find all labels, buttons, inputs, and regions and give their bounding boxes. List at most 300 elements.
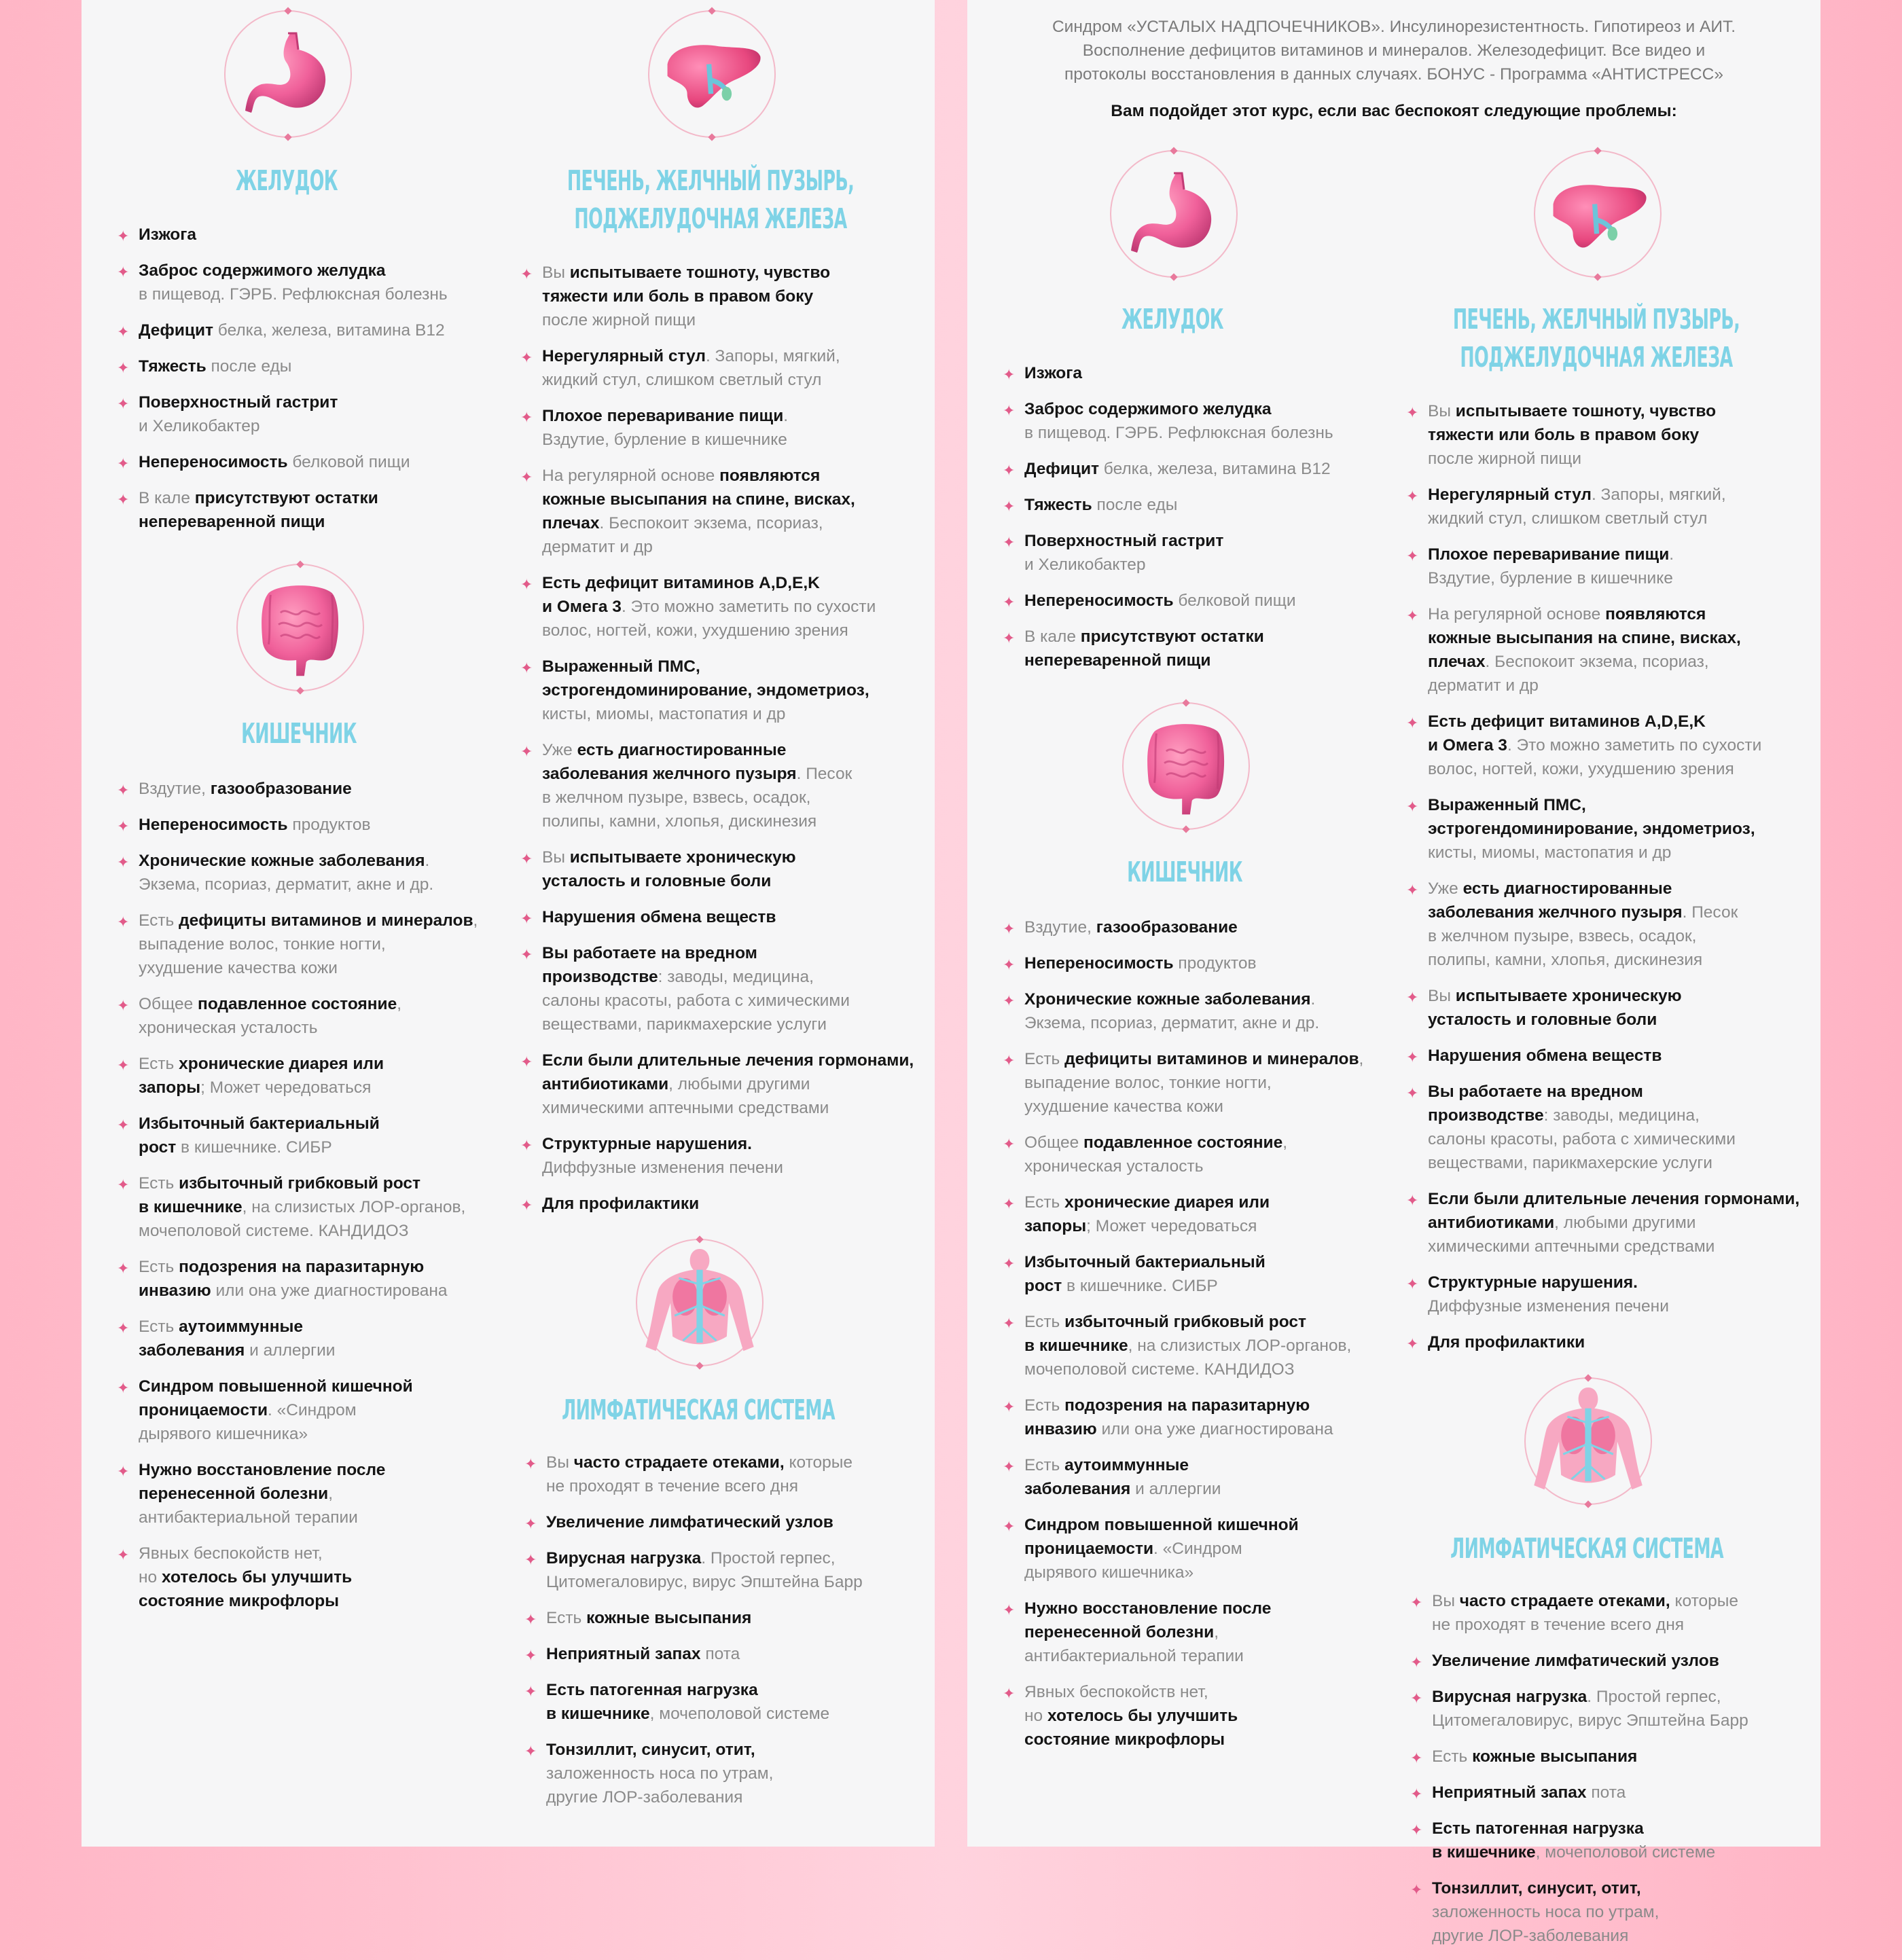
item-text: , [328,1485,334,1503]
list-item [117,909,497,980]
item-text: : заводы, медицина, [658,968,814,986]
list-item [1003,1680,1383,1752]
item-text: полипы, камни, хлопья, дискинезия [542,812,817,831]
item-text: кисты, миомы, мастопатия и др [542,705,786,723]
sparkle-bullet-icon: ✦ [1406,547,1419,564]
item-text: салоны красоты, работа с химическими [1428,1130,1736,1148]
item-text-bold: проницаемости [139,1401,268,1419]
list-item [117,259,497,306]
stomach-icon [226,12,351,137]
item-text: мочеполовой системе. КАНДИДОЗ [1024,1360,1295,1379]
item-text: , [473,911,478,930]
item-text: . Беспокоит экзема, псориаз, [599,514,823,532]
list-item [1003,589,1383,613]
item-text-bold: Нерегулярный стул [1428,486,1592,504]
item-text: , [397,995,402,1013]
item-text-bold: Нерегулярный стул [542,347,706,365]
sparkle-bullet-icon: ✦ [117,818,130,835]
item-text: продуктов [287,816,371,834]
list-item [117,1172,497,1243]
item-text: , [1282,1133,1288,1152]
sparkle-bullet-icon: ✦ [1410,1690,1423,1707]
item-text-bold: Вы работаете на вредном [1428,1083,1643,1101]
list-item [117,1052,497,1100]
item-text-bold: Изжога [139,225,197,244]
sparkle-bullet-icon: ✦ [524,1743,537,1760]
list-item [1003,1131,1383,1178]
sparkle-bullet-icon: ✦ [1003,1052,1016,1069]
item-text: Вздутие, бурление в кишечнике [542,431,787,449]
item-text: полипы, камни, хлопья, дискинезия [1428,951,1703,969]
sparkle-bullet-icon: ✦ [117,228,130,244]
sparkle-bullet-icon: ✦ [117,359,130,376]
item-text: заложенность носа по утрам, [546,1764,774,1783]
item-text-bold: и Омега 3 [542,598,622,616]
item-text: , на слизистых ЛОР-органов, [1128,1337,1352,1355]
stomach-icon-circle [1110,150,1238,278]
list-item [1406,793,1800,865]
item-text-bold: в кишечнике [546,1705,650,1723]
list-item [117,355,497,378]
item-text-bold: антибиотиками [542,1075,669,1093]
item-text: , мочеполовой системе [1535,1843,1716,1862]
item-text-bold: Есть дефицит витаминов A,D,E,K [1428,712,1706,731]
item-text: Есть [1024,1050,1065,1068]
list-item [1003,397,1383,445]
item-text-bold: заболевания желчного пузыря [542,765,797,783]
item-text: кисты, миомы, мастопатия и др [1428,843,1672,862]
item-text-bold: Заброс содержимого желудка [1024,400,1272,418]
list-item [1406,877,1800,972]
item-text-bold: Выраженный ПМС, [542,657,700,676]
item-text-bold: производстве [542,968,658,986]
item-text: другие ЛОР-заболевания [1432,1927,1629,1945]
item-text-bold: Хронические кожные заболевания [1024,990,1311,1009]
item-text: , [1359,1050,1364,1068]
item-text-bold: рост [1024,1277,1062,1295]
sparkle-bullet-icon: ✦ [1410,1594,1423,1611]
sparkle-bullet-icon: ✦ [1003,1195,1016,1212]
item-text: выпадение волос, тонкие ногти, [1024,1074,1272,1092]
item-text-bold: Увеличение лимфатический узлов [1432,1652,1719,1670]
liver-title [1428,300,1765,376]
liver-list [520,261,914,1228]
item-text: дырявого кишечника» [139,1425,308,1443]
sparkle-bullet-icon: ✦ [117,1057,130,1074]
list-item [1410,1781,1804,1804]
list-item [117,1542,497,1613]
item-text: белка, железа, витамина В12 [1099,460,1331,478]
item-text-bold: эстрогендоминирование, эндометриоз, [542,681,869,700]
sparkle-bullet-icon: ✦ [117,1117,130,1133]
sparkle-bullet-icon: ✦ [117,1320,130,1337]
item-text-bold: состояние микрофлоры [1024,1730,1225,1749]
item-text: . Песок [1682,903,1738,922]
item-text-bold: Неприятный запах [1432,1783,1587,1802]
intestine-icon-circle [236,564,364,691]
intro-line: протоколы восстановления в данных случаях. БОНУС - Программа «АНТИСТРЕСС» [1064,65,1723,84]
item-text: в желчном пузыре, взвесь, осадок, [542,788,811,807]
list-item [117,450,497,474]
item-text-bold: испытываете хроническую [1455,987,1682,1005]
list-item [1003,493,1383,517]
intestine-list [117,777,497,1625]
item-text: , на слизистых ЛОР-органов, [242,1198,466,1216]
list-item [117,849,497,896]
stomach-list [1003,361,1383,685]
list-item [1406,543,1800,590]
stomach-title [1004,300,1341,338]
item-text: На регулярной основе [1428,605,1606,623]
sparkle-bullet-icon: ✦ [1003,498,1016,515]
sparkle-bullet-icon: ✦ [1406,1335,1419,1352]
item-text-bold: дефициты витаминов и минералов [1064,1050,1359,1068]
sparkle-bullet-icon: ✦ [117,782,130,799]
item-text: Есть [1024,1456,1065,1474]
item-text-bold: Структурные нарушения. [542,1135,752,1153]
item-text: Есть [139,1174,179,1193]
sparkle-bullet-icon: ✦ [1003,1601,1016,1618]
item-text: продуктов [1173,954,1257,973]
sparkle-bullet-icon: ✦ [1003,956,1016,973]
item-text: и Хеликобактер [1024,556,1146,574]
item-text: в желчном пузыре, взвесь, осадок, [1428,927,1697,945]
list-item [1003,1453,1383,1501]
sparkle-bullet-icon: ✦ [524,1611,537,1628]
sparkle-bullet-icon: ✦ [117,913,130,930]
list-item [117,992,497,1040]
list-item [1410,1649,1804,1673]
intro-bold: Вам подойдет этот курс, если вас беспокоят следующие проблемы: [1111,102,1677,120]
liver-title-line: ПОДЖЕЛУДОЧНАЯ ЖЕЛЕЗА [1460,341,1733,374]
item-text: веществами, парикмахерские услуги [1428,1154,1712,1172]
item-text: Общее [139,995,198,1013]
item-text: и аллергии [245,1341,336,1360]
item-text-bold: Нужно восстановление после [139,1461,386,1479]
item-text-bold: кожные высыпания на спине, висках, [542,490,855,509]
item-text: и Хеликобактер [139,417,260,435]
item-text: На регулярной основе [542,467,720,485]
sparkle-bullet-icon: ✦ [1406,882,1419,899]
list-item [117,1112,497,1159]
item-text: пота [1586,1783,1626,1802]
list-item [1003,1310,1383,1381]
liver-title-line: ПЕЧЕНЬ, ЖЕЛЧНЫЙ ПУЗЫРЬ, [567,164,855,197]
list-item [524,1738,918,1809]
item-text-bold: Для профилактики [1428,1333,1585,1351]
item-text: Общее [1024,1133,1084,1152]
item-text-bold: производстве [1428,1106,1544,1125]
list-item [1003,915,1383,939]
item-text-bold: подавленное состояние [198,995,397,1013]
item-text-bold: Есть патогенная нагрузка [1432,1819,1644,1838]
item-text: после еды [206,357,292,376]
item-text-bold: Нарушения обмена веществ [1428,1047,1662,1065]
item-text: но [139,1568,162,1586]
item-text: , любыми другими [1554,1214,1696,1232]
item-text-bold: кожные высыпания [586,1609,752,1627]
sparkle-bullet-icon: ✦ [117,395,130,412]
item-text-bold: подозрения на паразитарную [1064,1396,1310,1415]
list-item [1003,1597,1383,1668]
list-item [1406,1187,1800,1258]
intro-line: Восполнение дефицитов витаминов и минералов. Железодефицит. Все видео и [1082,41,1706,60]
item-text-bold: Для профилактики [542,1195,700,1213]
item-text-bold: инвазию [1024,1420,1097,1438]
intestine-title-line: КИШЕЧНИК [241,717,357,750]
item-text-bold: хотелось бы улучшить [161,1568,353,1586]
item-text: Диффузные изменения печени [542,1159,783,1177]
item-text-bold: Увеличение лимфатический узлов [546,1513,833,1531]
sparkle-bullet-icon: ✦ [524,1515,537,1532]
item-text-bold: Поверхностный гастрит [1024,532,1224,550]
item-text-bold: усталость и головные боли [542,872,772,890]
stomach-title-line: ЖЕЛУДОК [1122,303,1223,335]
item-text-bold: запоры [1024,1217,1087,1235]
item-text: . Это можно заметить по сухости [1507,736,1762,755]
list-item [1406,1330,1800,1354]
list-item [524,1451,918,1498]
list-item [520,655,914,726]
item-text-bold: Синдром повышенной кишечной [1024,1516,1299,1534]
item-text: веществами, парикмахерские услуги [542,1015,827,1034]
item-text-bold: Непереносимость [139,453,288,471]
item-text: . [1310,990,1316,1009]
list-item [1406,1044,1800,1068]
sparkle-bullet-icon: ✦ [1406,798,1419,815]
sparkle-bullet-icon: ✦ [1003,1458,1016,1475]
item-text: не проходят в течение всего дня [546,1477,799,1495]
sparkle-bullet-icon: ✦ [117,997,130,1014]
item-text: волос, ногтей, кожи, ухудшению зрения [1428,760,1734,778]
item-text-bold: Избыточный бактериальный [139,1114,380,1133]
intestine-icon [238,565,363,690]
item-text: Экзема, псориаз, дерматит, акне и др. [1024,1014,1320,1032]
item-text-bold: Непереносимость [1024,954,1174,973]
item-text-bold: усталость и головные боли [1428,1011,1657,1029]
sparkle-bullet-icon: ✦ [117,455,130,472]
item-text: химическими аптечными средствами [1428,1237,1715,1256]
list-item [524,1678,918,1726]
sparkle-bullet-icon: ✦ [520,850,533,867]
item-text: Вы [542,848,570,867]
list-item [1003,1047,1383,1119]
list-item [1406,602,1800,697]
item-text: после жирной пищи [1428,450,1582,468]
list-item [520,941,914,1036]
sparkle-bullet-icon: ✦ [524,1551,537,1568]
item-text-bold: Тонзиллит, синусит, отит, [1432,1879,1641,1898]
lymph-icon-circle [1524,1377,1652,1505]
item-text: . [783,407,789,425]
item-text: в кишечнике. СИБР [176,1138,332,1157]
sparkle-bullet-icon: ✦ [1003,1685,1016,1702]
sparkle-bullet-icon: ✦ [1406,714,1419,731]
item-text: Есть [546,1609,587,1627]
lymph-title-line: ЛИМФАТИЧЕСКАЯ СИСТЕМА [562,1394,835,1426]
list-item [117,223,497,247]
list-item [117,813,497,837]
item-text-bold: тяжести или боль в правом боку [542,287,814,306]
item-text: Есть [139,1318,179,1336]
item-text-bold: эстрогендоминирование, эндометриоз, [1428,820,1755,838]
list-item [520,404,914,452]
item-text: белковой пищи [1173,592,1296,610]
list-item [1406,483,1800,530]
item-text-bold: и Омега 3 [1428,736,1507,755]
sparkle-bullet-icon: ✦ [117,1260,130,1277]
list-item [1003,951,1383,975]
sparkle-bullet-icon: ✦ [117,264,130,280]
item-text: в кишечнике. СИБР [1062,1277,1218,1295]
list-item [524,1642,918,1666]
item-text: мочеполовой системе. КАНДИДОЗ [139,1222,409,1240]
liver-icon [1535,151,1660,276]
sparkle-bullet-icon: ✦ [1003,1136,1016,1153]
list-item [117,1255,497,1303]
sparkle-bullet-icon: ✦ [117,491,130,508]
item-text: хроническая усталость [139,1019,318,1037]
item-text: . Песок [796,765,853,783]
item-text: . Беспокоит экзема, псориаз, [1485,653,1709,671]
item-text-bold: Тяжесть [1024,496,1092,514]
list-item [117,391,497,438]
stomach-title-line: ЖЕЛУДОК [236,164,338,197]
intestine-list [1003,915,1383,1764]
intestine-title [130,714,467,752]
list-item [1406,710,1800,781]
item-text-bold: присутствуют остатки [194,489,378,507]
sparkle-bullet-icon: ✦ [520,1053,533,1070]
sparkle-bullet-icon: ✦ [520,1137,533,1154]
item-text: не проходят в течение всего дня [1432,1616,1685,1634]
list-item [1003,625,1383,672]
item-text-bold: рост [139,1138,177,1157]
sparkle-bullet-icon: ✦ [524,1683,537,1700]
item-text-bold: заболевания [139,1341,245,1360]
sparkle-bullet-icon: ✦ [117,1463,130,1480]
item-text-bold: газообразование [210,780,352,798]
item-text: выпадение волос, тонкие ногти, [139,935,386,954]
item-text-bold: Вирусная нагрузка [546,1549,702,1567]
list-item [1410,1876,1804,1948]
list-item [520,571,914,642]
list-item [117,1375,497,1446]
item-text-bold: перенесенной болезни [1024,1623,1215,1641]
item-text-bold: Заброс содержимого желудка [139,261,386,280]
item-text-bold: в кишечнике [1024,1337,1128,1355]
item-text-bold: избыточный грибковый рост [179,1174,420,1193]
sparkle-bullet-icon: ✦ [520,1197,533,1214]
list-item [524,1510,918,1534]
sparkle-bullet-icon: ✦ [117,854,130,871]
sparkle-bullet-icon: ✦ [1410,1785,1423,1802]
lymph-list [524,1451,918,1821]
item-text-bold: присутствуют остатки [1080,628,1264,646]
item-text-bold: запоры [139,1078,201,1097]
list-item [520,905,914,929]
item-text: и аллергии [1130,1480,1221,1498]
sparkle-bullet-icon: ✦ [1003,366,1016,383]
item-text: , любыми другими [668,1075,810,1093]
item-text: Вы [1428,402,1456,420]
sparkle-bullet-icon: ✦ [524,1455,537,1472]
item-text: хроническая усталость [1024,1157,1204,1176]
list-item [1406,1271,1800,1318]
list-item [520,846,914,893]
item-text: после еды [1092,496,1178,514]
item-text-bold: Плохое переваривание пищи [1428,545,1670,564]
item-text-bold: Есть патогенная нагрузка [546,1681,758,1699]
item-text: другие ЛОР-заболевания [546,1788,743,1807]
item-text: Есть [1024,1313,1065,1331]
sparkle-bullet-icon: ✦ [520,743,533,760]
sparkle-bullet-icon: ✦ [1003,1255,1016,1272]
sparkle-bullet-icon: ✦ [1003,1518,1016,1535]
list-item [1003,1513,1383,1584]
sparkle-bullet-icon: ✦ [1003,1398,1016,1415]
list-item [1406,1080,1800,1175]
item-text: . Простой герпес, [1587,1688,1721,1706]
item-text-bold: Нужно восстановление после [1024,1599,1272,1618]
item-text: дерматит и др [1428,676,1539,695]
item-text-bold: Непереносимость [1024,592,1174,610]
list-item [1406,399,1800,471]
item-text: или она уже диагностирована [211,1282,448,1300]
list-item [1410,1589,1804,1637]
liver-title-line: ПЕЧЕНЬ, ЖЕЛЧНЫЙ ПУЗЫРЬ, [1452,303,1740,335]
sparkle-bullet-icon: ✦ [1406,1192,1419,1209]
item-text: Вы [542,264,570,282]
list-item [1003,1250,1383,1298]
item-text: Есть [1024,1193,1065,1212]
item-text-bold: испытываете тошноту, чувство [569,264,831,282]
item-text: Вы [1428,987,1456,1005]
sparkle-bullet-icon: ✦ [1003,630,1016,647]
item-text: В кале [1024,628,1081,646]
sparkle-bullet-icon: ✦ [1003,462,1016,479]
item-text: ухудшение качества кожи [1024,1097,1223,1116]
stomach-icon-circle [224,10,352,138]
lymph-title [530,1391,867,1429]
lymph-title-line: ЛИМФАТИЧЕСКАЯ СИСТЕМА [1450,1532,1723,1565]
item-text: Есть [139,1258,179,1276]
list-item [520,344,914,392]
list-item [520,261,914,332]
item-text-bold: хотелось бы улучшить [1047,1707,1238,1725]
item-text: Есть [139,911,179,930]
list-item [117,1315,497,1362]
item-text-bold: Дефицит [1024,460,1099,478]
sparkle-bullet-icon: ✦ [520,266,533,283]
lymph-icon-circle [636,1239,764,1366]
item-text-bold: хронические диарея или [1064,1193,1270,1212]
item-text-bold: часто страдаете отеками, [573,1453,785,1472]
liver-list [1406,399,1800,1366]
item-text-bold: подозрения на паразитарную [179,1258,425,1276]
item-text-bold: появляются [719,467,821,485]
intestine-title [1016,853,1353,891]
item-text: ; Может чередоваться [200,1078,372,1097]
list-item [524,1546,918,1594]
lymph-list [1410,1589,1804,1960]
item-text-bold: Вирусная нагрузка [1432,1688,1587,1706]
item-text: антибактериальной терапии [1024,1647,1244,1665]
item-text-bold: испытываете хроническую [569,848,796,867]
item-text-bold: Структурные нарушения. [1428,1273,1638,1292]
item-text-bold: есть диагностированные [577,741,787,759]
sparkle-bullet-icon: ✦ [1410,1881,1423,1898]
